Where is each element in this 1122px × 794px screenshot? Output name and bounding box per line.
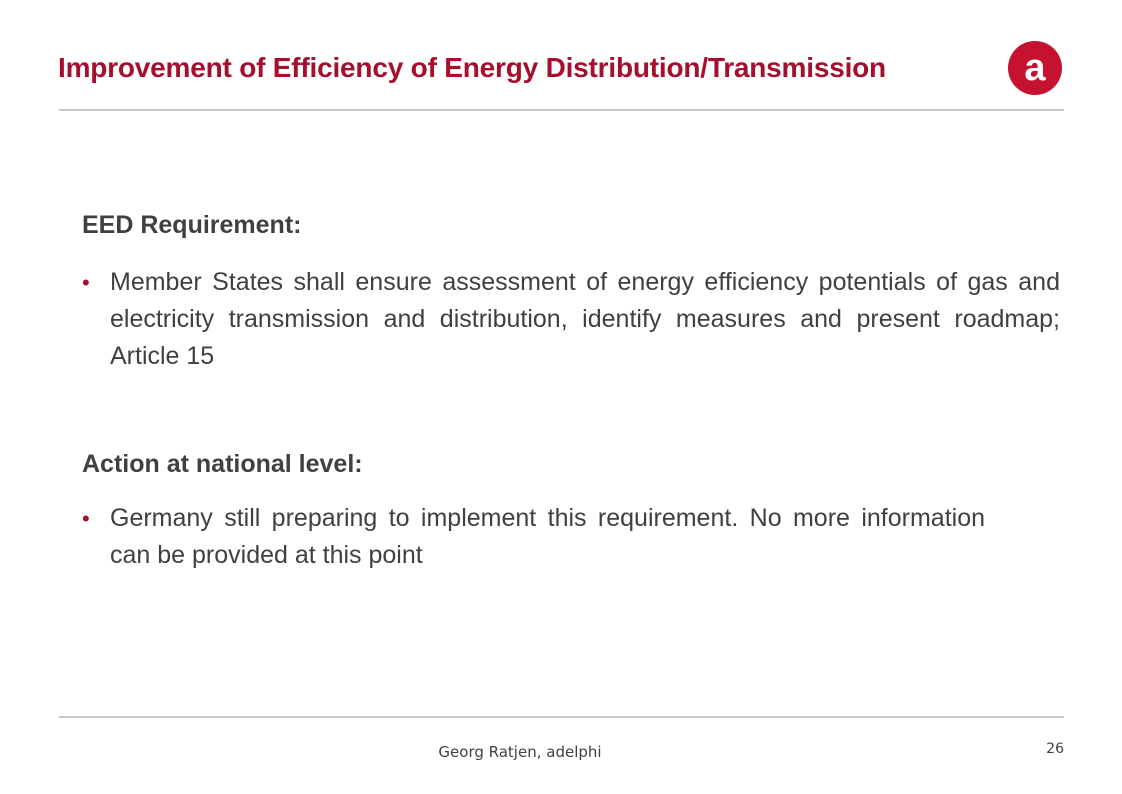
adelphi-logo-icon	[1008, 41, 1062, 95]
bullet-eed-requirement	[82, 264, 1060, 375]
bullet-dot-icon: •	[82, 506, 90, 531]
bullet-text: Germany still preparing to implement this requirement. No more information can be provided at this point	[110, 504, 985, 569]
bullet-text: Member States shall ensure assessment of energy efficiency potentials of gas and electricity transmission and distribution, identify measures and present roadmap; Article 15	[110, 268, 1060, 370]
footer-author: Georg Ratjen, adelphi	[438, 743, 602, 761]
logo-letter: a	[1024, 47, 1046, 89]
bullet-dot-icon: •	[82, 270, 90, 295]
slide-title: Improvement of Efficiency of Energy Distribution/Transmission	[58, 52, 886, 83]
section-heading-national: Action at national level:	[82, 450, 363, 478]
footer-divider	[59, 716, 1064, 718]
bullet-national-action	[82, 500, 985, 574]
header-divider	[59, 109, 1064, 111]
section-heading-eed: EED Requirement:	[82, 211, 302, 239]
page-number: 26	[1046, 741, 1064, 757]
